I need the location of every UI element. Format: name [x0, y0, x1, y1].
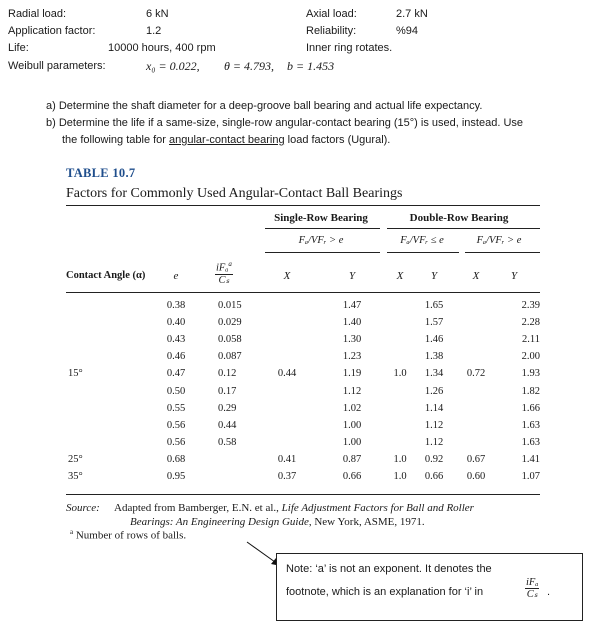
cell-sy: 0.87: [342, 454, 362, 465]
cell-e: 0.47: [166, 368, 186, 379]
axial-load-value: 2.7 kN: [396, 8, 428, 20]
cell-angle: 25°: [68, 454, 83, 465]
cell-dy2: 2.28: [521, 317, 540, 328]
cell-r: 0.029: [218, 317, 242, 328]
cell-dy1: 1.65: [424, 300, 444, 311]
group-single-row: Single-Row Bearing: [274, 212, 368, 224]
cell-sy: 1.23: [342, 351, 362, 362]
life-label: Life:: [8, 42, 29, 54]
note-line2: footnote, which is an explanation for ‘i’ in: [286, 586, 484, 598]
cond-double-le: Fₐ/VFᵣ ≤ e: [400, 235, 444, 246]
cell-sy: 1.19: [342, 368, 362, 379]
footnote-text: Number of rows of balls.: [75, 529, 187, 542]
reliability-value: %94: [396, 25, 419, 37]
cond-double-gt: Fₐ/VFᵣ > e: [476, 235, 522, 246]
source-italic-2: Bearings: An Engineering Design Guide: [130, 516, 309, 528]
footnote-mark: a: [70, 528, 74, 536]
col-double-y2: Y: [510, 270, 518, 282]
cell-dy1: 0.66: [424, 471, 444, 482]
table-top-rule: [66, 205, 540, 206]
cell-dx2: 0.72: [466, 368, 486, 379]
weibull-b: b = 1.453: [287, 59, 335, 73]
cell-r: 0.058: [218, 334, 242, 345]
question-b-text: the following table for: [62, 134, 170, 146]
table-number: TABLE 10.7: [66, 166, 136, 180]
cell-dx1: 1.0: [393, 454, 407, 465]
cell-e: 0.40: [166, 317, 186, 328]
cell-sx: 0.41: [277, 454, 297, 465]
col-double-x1: X: [396, 270, 404, 282]
cond-single: Fₐ/VFᵣ > e: [298, 235, 344, 246]
cell-sx: 0.37: [277, 471, 297, 482]
cell-sy: 1.00: [342, 437, 362, 448]
cell-dy2: 1.82: [521, 386, 540, 397]
cell-sy: 1.47: [342, 300, 362, 311]
cell-dy1: 1.57: [424, 317, 444, 328]
cell-r: 0.087: [218, 351, 242, 362]
weibull-label: Weibull parameters:: [8, 60, 106, 72]
double-row-rule: [387, 228, 540, 229]
weibull-x0: x₀ = 0.022,: [146, 59, 200, 73]
application-factor-label: Application factor:: [8, 25, 96, 37]
cell-e: 0.38: [166, 300, 186, 311]
col-ratio-den: Cₛ: [218, 274, 230, 286]
cell-angle: 35°: [68, 471, 83, 482]
life-value: 10000 hours, 400 rpm: [108, 42, 216, 54]
cell-dy2: 1.07: [521, 471, 540, 482]
application-factor-value: 1.2: [146, 25, 162, 37]
source-label: Source:: [66, 502, 100, 514]
inner-ring-note: Inner ring rotates.: [306, 42, 393, 54]
cell-e: 0.56: [166, 437, 186, 448]
note-frac-num: iFₐ: [526, 577, 539, 588]
cell-dy2: 1.41: [521, 454, 540, 465]
radial-load-label: Radial load:: [8, 8, 67, 20]
cell-dx2: 0.67: [466, 454, 486, 465]
cell-sy: 1.02: [342, 403, 362, 414]
table-bottom-rule: [66, 494, 540, 495]
cell-dy2: 2.00: [521, 351, 540, 362]
cell-dy2: 2.11: [522, 334, 540, 345]
single-cond-rule: [265, 252, 380, 253]
cell-dy2: 1.93: [521, 368, 540, 379]
footnote-marker: a: [228, 260, 232, 268]
question-b-line1: b) Determine the life if a same-size, single-row angular-contact bearing (15°) is used, instead. Use: [46, 117, 524, 129]
group-double-row: Double-Row Bearing: [409, 212, 509, 224]
question-a: a) Determine the shaft diameter for a deep-groove ball bearing and actual life expectancy.: [46, 100, 483, 112]
cell-e: 0.50: [166, 386, 186, 397]
source-line1: [114, 502, 474, 514]
note-line1: Note: ‘a’ is not an exponent. It denotes the: [286, 563, 492, 575]
cell-r: 0.58: [218, 437, 237, 448]
header-bottom-rule: [66, 292, 540, 293]
cell-dx1: 1.0: [393, 471, 407, 482]
cell-e: 0.55: [166, 403, 186, 414]
cell-dy2: 2.39: [521, 300, 540, 311]
source-text: Adapted from Bamberger, E.N. et al.,: [114, 502, 282, 514]
axial-load-label: Axial load:: [306, 8, 357, 20]
table-title: Factors for Commonly Used Angular-Contact Ball Bearings: [66, 186, 403, 201]
single-row-rule: [265, 228, 380, 229]
cell-r: 0.015: [218, 300, 242, 311]
radial-load-value: 6 kN: [146, 8, 169, 20]
col-ratio-num: [215, 259, 233, 275]
footnote: [70, 528, 186, 542]
cell-r: 0.29: [218, 403, 237, 414]
cell-dy2: 1.66: [521, 403, 540, 414]
cell-sy: 1.30: [342, 334, 362, 345]
cell-dy1: 1.12: [424, 437, 444, 448]
cell-r: 0.17: [218, 386, 237, 397]
source-italic: Life Adjustment Factors for Ball and Roller: [281, 502, 474, 514]
cell-sy: 1.40: [342, 317, 362, 328]
cell-r: 0.12: [218, 368, 237, 379]
cell-dy1: 0.92: [424, 454, 444, 465]
col-contact-angle: Contact Angle (α): [66, 270, 146, 281]
question-b-text-end: load factors (Ugural).: [284, 134, 391, 146]
cell-dy1: 1.14: [424, 403, 444, 414]
col-single-y: Y: [348, 270, 356, 282]
cell-dy2: 1.63: [521, 420, 540, 431]
double-gt-rule: [465, 252, 540, 253]
angular-contact-link-text: angular-contact bearing: [169, 134, 285, 146]
cell-dx1: 1.0: [393, 368, 407, 379]
cell-dx2: 0.60: [466, 471, 486, 482]
cell-dy1: 1.12: [424, 420, 444, 431]
source-line2: [130, 516, 425, 528]
note-fraction: [525, 577, 539, 600]
col-single-x: X: [283, 270, 291, 282]
col-ratio: [215, 259, 233, 286]
question-b-line2: [62, 134, 390, 147]
col-double-y1: Y: [430, 270, 438, 282]
cell-dy1: 1.34: [424, 368, 444, 379]
weibull-theta: θ = 4.793,: [224, 59, 274, 73]
col-ratio-num-text: iFₐ: [216, 262, 229, 274]
cell-e: 0.68: [166, 454, 186, 465]
cell-e: 0.43: [166, 334, 186, 345]
cell-dy1: 1.26: [424, 386, 444, 397]
cell-sx: 0.44: [277, 368, 297, 379]
note-box: [276, 553, 583, 621]
cell-dy1: 1.38: [424, 351, 444, 362]
cell-e: 0.56: [166, 420, 186, 431]
cell-sy: 1.12: [342, 386, 362, 397]
double-le-rule: [387, 252, 459, 253]
source-text-2: , New York, ASME, 1971.: [308, 516, 425, 528]
cell-r: 0.44: [218, 420, 237, 431]
note-frac-den: Cₛ: [526, 589, 538, 600]
cell-dy2: 1.63: [521, 437, 540, 448]
cell-angle: 15°: [68, 368, 83, 379]
cell-sy: 1.00: [342, 420, 362, 431]
cell-sy: 0.66: [342, 471, 362, 482]
cell-dy1: 1.46: [424, 334, 444, 345]
cell-e: 0.95: [166, 471, 186, 482]
cell-e: 0.46: [166, 351, 186, 362]
col-double-x2: X: [472, 270, 480, 282]
col-e: e: [173, 270, 179, 282]
reliability-label: Reliability:: [306, 25, 357, 37]
note-end: .: [547, 586, 551, 598]
